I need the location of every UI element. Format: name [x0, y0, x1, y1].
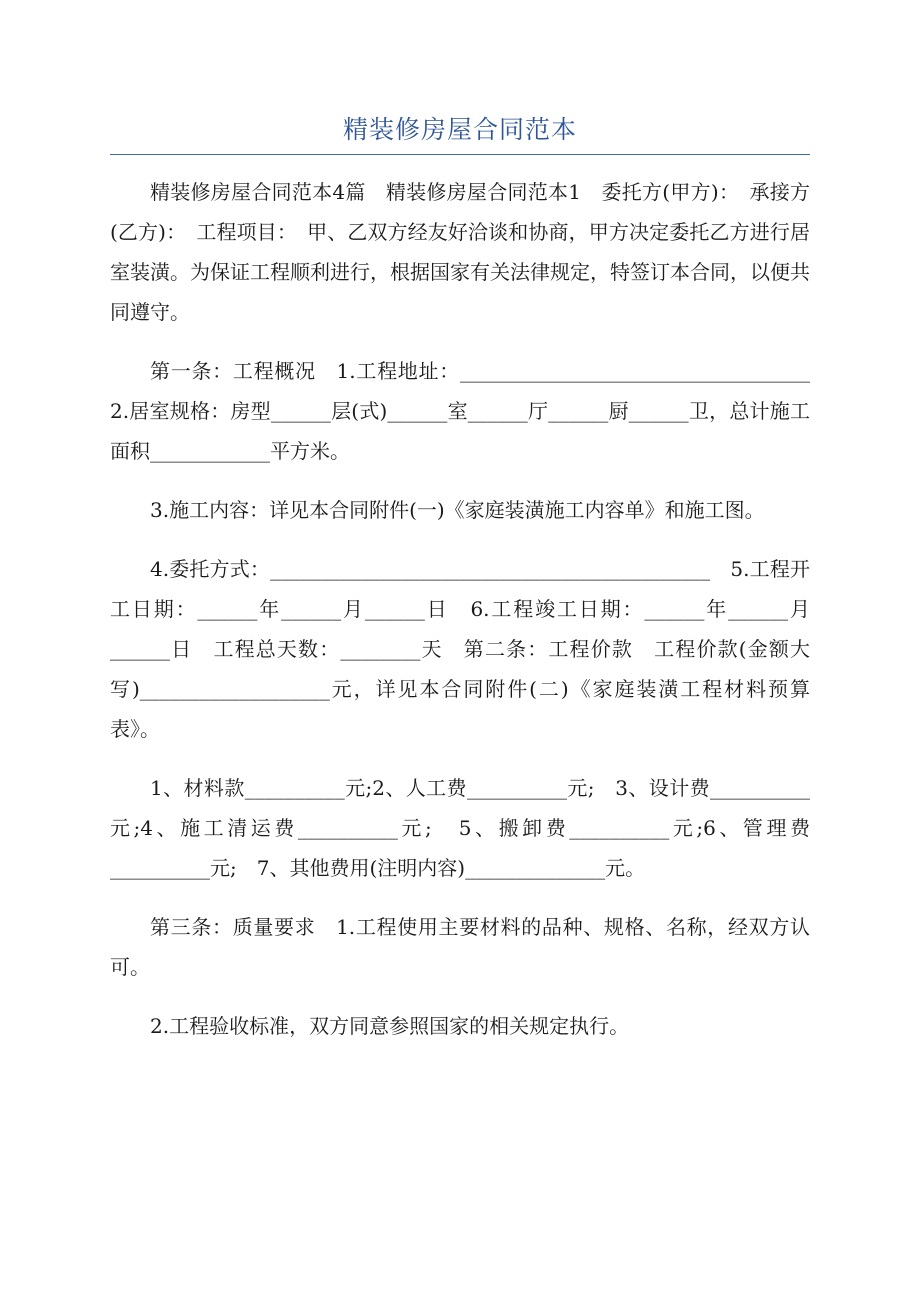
paragraph-construction-content: 3.施工内容：详见本合同附件(一)《家庭装潢施工内容单》和施工图。	[150, 498, 765, 522]
document-title: 精装修房屋合同范本	[342, 115, 577, 144]
title-divider	[110, 154, 810, 155]
paragraph-cost-items: 1、材料款__________元;2、人工费__________元; 3、设计费__________元;4、施工清运费__________元; 5、搬卸费__________元;6、管理费__________元; 7、其他费用(注明内容)______________元。	[110, 776, 810, 880]
paragraph-article-3: 第三条：质量要求 1.工程使用主要材料的品种、规格、名称，经双方认可。	[110, 915, 810, 979]
paragraph-acceptance-standard: 2.工程验收标准，双方同意参照国家的相关规定执行。	[150, 1014, 630, 1038]
paragraph-commission-and-price: 4.委托方式：____________________________________________ 5.工程开工日期：______年______月______日 6.工程竣工日期：______年______月______日 工程总天数：________天 第二条：工程价款 工程价款(金额大写)___________________元，详见本合同附件(二)《家庭装潢工程材料预算表》。	[110, 557, 810, 741]
paragraph-article-1: 第一条：工程概况 1.工程地址：___________________________________ 2.居室规格：房型______层(式)______室______厅______厨______卫，总计施工面积____________平方米。	[110, 359, 830, 463]
document-body	[110, 172, 830, 1065]
paragraph-intro: 精装修房屋合同范本4篇 精装修房屋合同范本1 委托方(甲方)： 承接方(乙方)： 工程项目： 甲、乙双方经友好洽谈和协商，甲方决定委托乙方进行居室装潢。为保证工程顺利进行，根据国家有关法律规定，特签订本合同，以便共同遵守。	[110, 180, 810, 324]
